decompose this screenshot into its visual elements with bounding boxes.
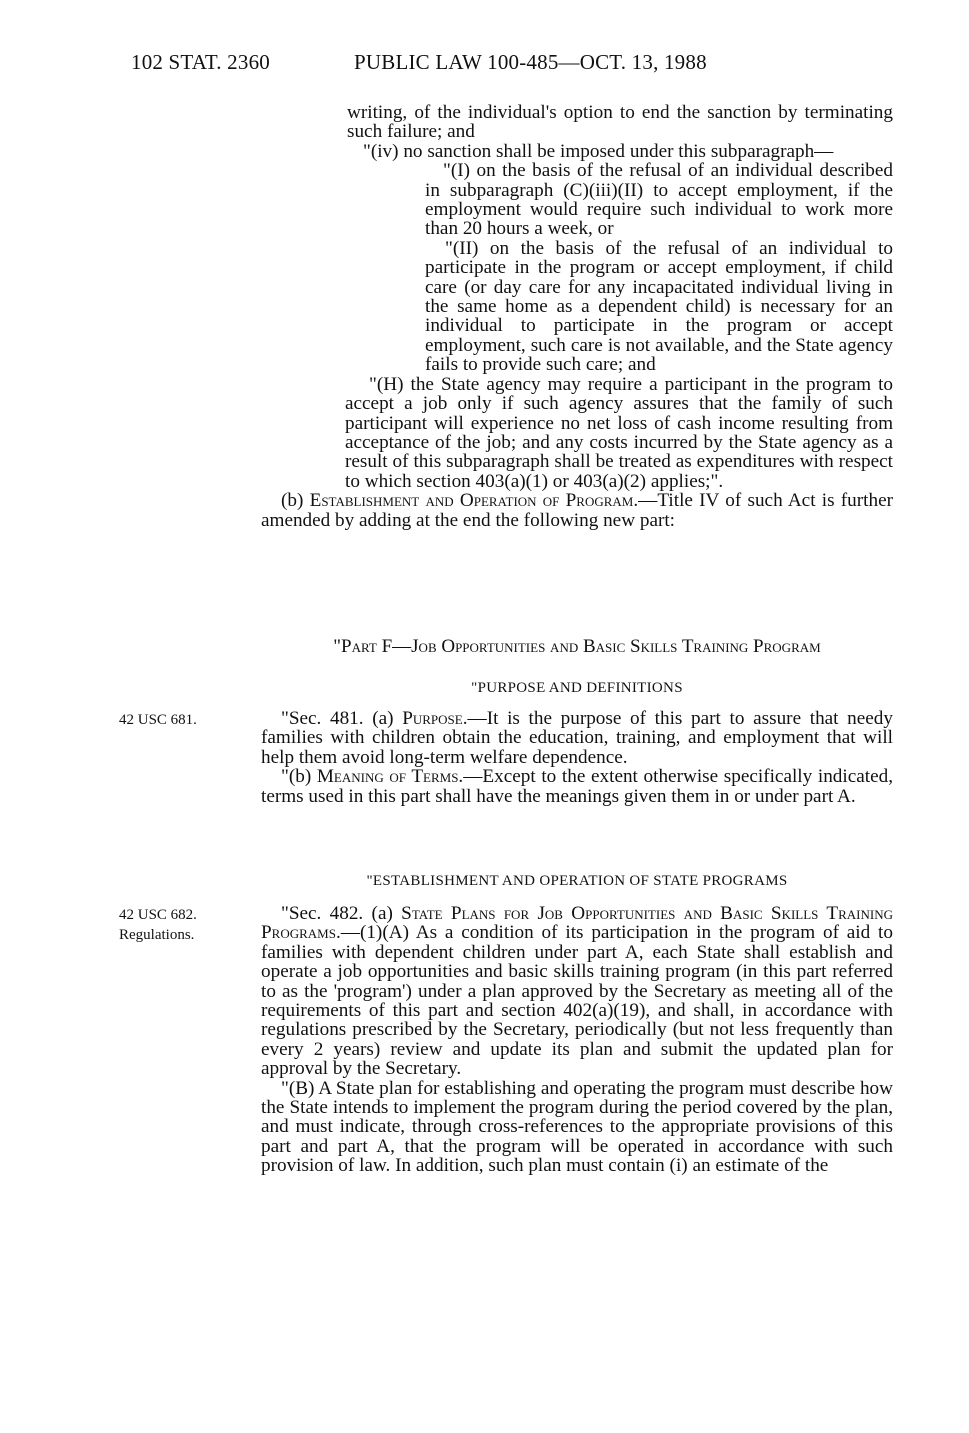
sec482-b: "(B) A State plan for establishing and operating the program must describe how the State intends to implement the program during the period covered by the plan, and must indicate, through cross-references to the appropriate provisions of this part and part A, that the program will be operated in accordance with such provision of law. In addition, such plan must contain (i) an estimate of the bbox=[261, 1077, 893, 1177]
paragraph-b-text: —Title IV of such Act is further amended by adding at the end the following new part: bbox=[261, 490, 893, 531]
paragraph-b-lead: (b) bbox=[281, 490, 310, 512]
sec482-a-lead: "Sec. 482. (a) bbox=[281, 903, 402, 924]
page-stat-number: 102 STAT. 2360 bbox=[131, 50, 270, 74]
section-heading-establishment: "ESTABLISHMENT AND OPERATION OF STATE PROGRAMS bbox=[366, 873, 788, 889]
text-block-sec481 bbox=[261, 709, 893, 806]
paragraph-iv: "(iv) no sanction shall be imposed under this subparagraph— bbox=[363, 140, 834, 162]
part-heading: "Part F—Job Opportunities and Basic Skills Training Program bbox=[333, 636, 821, 657]
sec481-a-text: —It is the purpose of this part to assure that needy families with children obtain the education, training, and employment that will help them avoid long-term welfare dependence. bbox=[261, 708, 893, 768]
sec482-a-text: —(1)(A) As a condition of its participation in the program of aid to families with dependent children under part A, each State shall establish and operate a job opportunities and basic skills training program (in this part referred to as the 'program') under a plan approved by the Secretary as meeting all of the requirements of this part and section 402(a)(19), and shall, in accordance with regulations prescribed by the Secretary, periodically (but not less frequently than every 2 years) review and update its plan and submit the updated plan for approval by the Secretary. bbox=[261, 922, 893, 1080]
sec482-a bbox=[261, 904, 893, 1079]
margin-note-regulations: Regulations. bbox=[119, 927, 195, 943]
sec481-b bbox=[261, 767, 893, 806]
sec481-a-lead: "Sec. 481. (a) bbox=[281, 708, 403, 729]
sec481-b-heading: Meaning of Terms. bbox=[316, 766, 464, 788]
sec481-b-text: —Except to the extent otherwise specifically indicated, terms used in this part shall have the meanings given them in or under part A. bbox=[261, 766, 893, 807]
sec482-a-heading: State Plans for Job Opportunities and Basic Skills Training Programs. bbox=[261, 903, 893, 944]
paragraph-b-heading: Establishment and Operation of Program. bbox=[309, 490, 639, 512]
paragraph-II: "(II) on the basis of the refusal of an individual to participate in the program or accept employment, if child care (or day care for any incapacitated individual living in the same home as a dependent child) is necessary for an individual to participate in the program or accept employment, such care is not available, and the State agency fails to provide such care; and bbox=[425, 237, 893, 376]
page-running-head: PUBLIC LAW 100-485—OCT. 13, 1988 bbox=[354, 50, 707, 74]
sec481-b-lead: "(b) bbox=[281, 766, 317, 788]
text-block-continuation bbox=[261, 103, 893, 530]
paragraph-continuation: writing, of the individual's option to end the sanction by terminating such failure; and bbox=[347, 102, 893, 143]
section-heading-purpose: "PURPOSE AND DEFINITIONS bbox=[471, 680, 683, 696]
margin-note-usc681: 42 USC 681. bbox=[119, 712, 197, 728]
paragraph-I: "(I) on the basis of the refusal of an individual described in subparagraph (C)(iii)(II) to accept employment, if the employment would require such individual to work more than 20 hours a week, or bbox=[425, 160, 893, 240]
sec481-a-heading: Purpose. bbox=[402, 708, 468, 729]
paragraph-b bbox=[261, 491, 893, 530]
text-block-sec482 bbox=[261, 904, 893, 1176]
paragraph-H: "(H) the State agency may require a participant in the program to accept a job only if such agency assures that the family of such participant will experience no net loss of cash income resulting from acceptance of the job; and any costs incurred by the State agency as a result of this subparagraph shall be treated as expenditures with respect to which section 403(a)(1) or 403(a)(2) applies;". bbox=[345, 373, 893, 492]
margin-note-usc682: 42 USC 682. bbox=[119, 907, 197, 923]
sec481-a bbox=[261, 709, 893, 767]
